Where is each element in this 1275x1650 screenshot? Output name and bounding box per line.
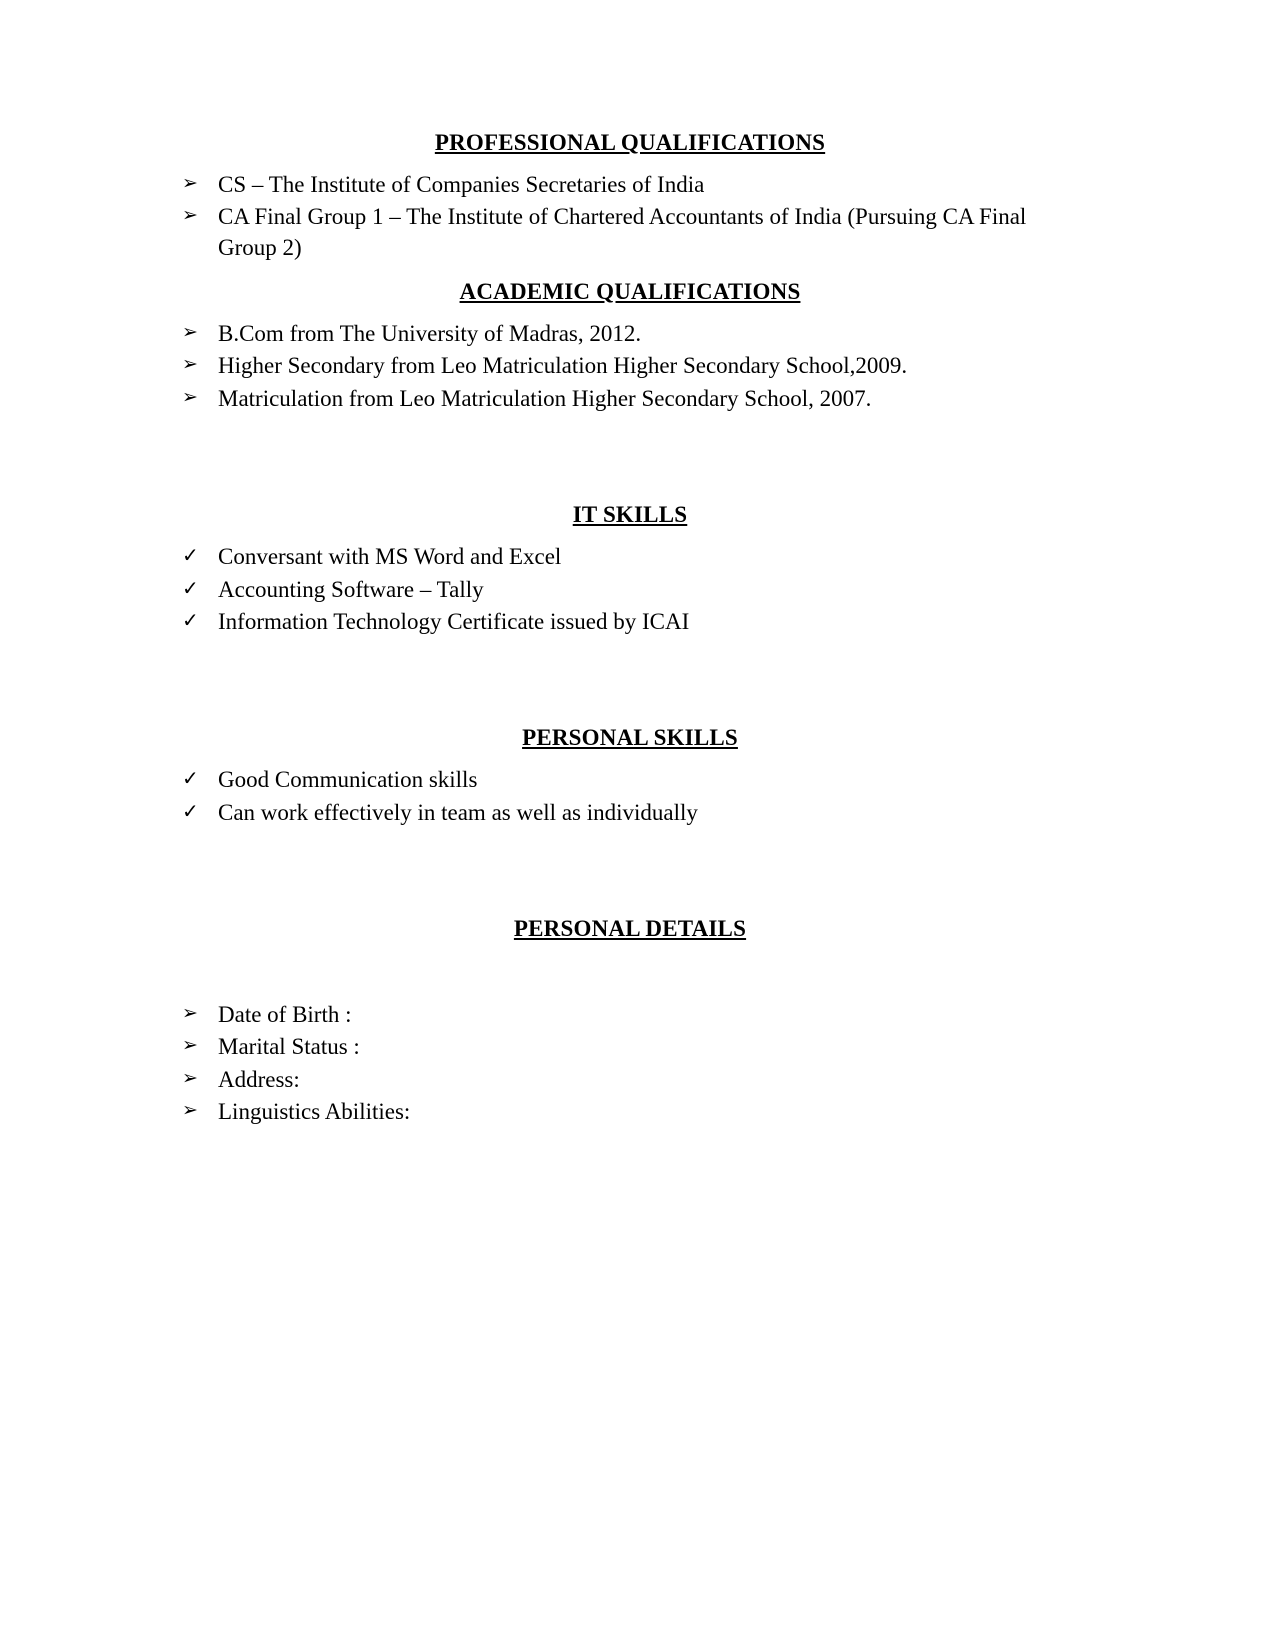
list-item-text: Date of Birth : [218,1001,352,1027]
list-academic-qualifications [170,319,1090,414]
section-heading-personal-skills [170,725,1090,751]
arrow-bullet-icon: ➢ [182,1035,198,1057]
check-bullet-icon: ✓ [182,577,199,600]
list-item [170,202,1090,263]
list-item [170,384,1090,414]
arrow-bullet-icon: ➢ [182,1067,198,1089]
list-item [170,575,1090,605]
list-item-text: B.Com from The University of Madras, 2012. [218,321,642,347]
list-it-skills [170,542,1090,637]
section-heading-text: PROFESSIONAL QUALIFICATIONS [434,130,826,155]
list-item-text: Marital Status : [218,1034,360,1060]
section-heading-professional-qualifications [170,130,1090,156]
section-heading-text: IT SKILLS [572,502,688,528]
arrow-bullet-icon: ➢ [182,173,198,194]
list-item [170,1032,1090,1062]
list-item-text: Good Communication skills [218,767,478,793]
list-item-text: Higher Secondary from Leo Matriculation Higher Secondary School,2009. [218,353,908,379]
list-item-text: Conversant with MS Word and Excel [218,544,562,570]
list-item [170,1065,1090,1095]
arrow-bullet-icon: ➢ [182,354,198,376]
section-heading-text: PERSONAL DETAILS [513,915,747,941]
arrow-bullet-icon: ➢ [182,386,198,408]
arrow-bullet-icon: ➢ [182,322,198,344]
list-item [170,607,1090,637]
list-professional-qualifications [170,170,1090,263]
check-bullet-icon: ✓ [182,768,199,791]
section-heading-it-skills [170,502,1090,528]
list-item-text: Can work effectively in team as well as individually [218,799,698,825]
list-item-text: Linguistics Abilities: [218,1099,411,1125]
document-body [170,130,1090,1129]
list-item [170,765,1090,795]
list-item-text: Information Technology Certificate issued by ICAI [218,608,690,634]
list-item-text: Accounting Software – Tally [218,576,484,602]
list-item [170,542,1090,572]
list-item-text: Matriculation from Leo Matriculation Higher Secondary School, 2007. [218,385,872,411]
check-bullet-icon: ✓ [182,545,199,568]
arrow-bullet-icon: ➢ [182,1100,198,1122]
list-item [170,351,1090,381]
list-item [170,170,1090,200]
list-item [170,1097,1090,1127]
section-heading-academic-qualifications [170,279,1090,305]
section-heading-text: PERSONAL SKILLS [522,725,738,751]
section-heading-text: ACADEMIC QUALIFICATIONS [459,279,801,305]
check-bullet-icon: ✓ [182,609,199,632]
list-personal-details [170,1000,1090,1127]
list-item-text: CS – The Institute of Companies Secretaries of India [218,172,705,197]
section-heading-personal-details [170,916,1090,942]
arrow-bullet-icon: ➢ [182,205,198,227]
list-item [170,319,1090,349]
list-item-text: Address: [218,1066,300,1092]
list-item [170,1000,1090,1030]
arrow-bullet-icon: ➢ [182,1002,198,1024]
check-bullet-icon: ✓ [182,800,199,823]
list-personal-skills [170,765,1090,828]
list-item [170,798,1090,828]
list-item-text: CA Final Group 1 – The Institute of Chartered Accountants of India (Pursuing CA Final Group 2) [218,204,1027,260]
